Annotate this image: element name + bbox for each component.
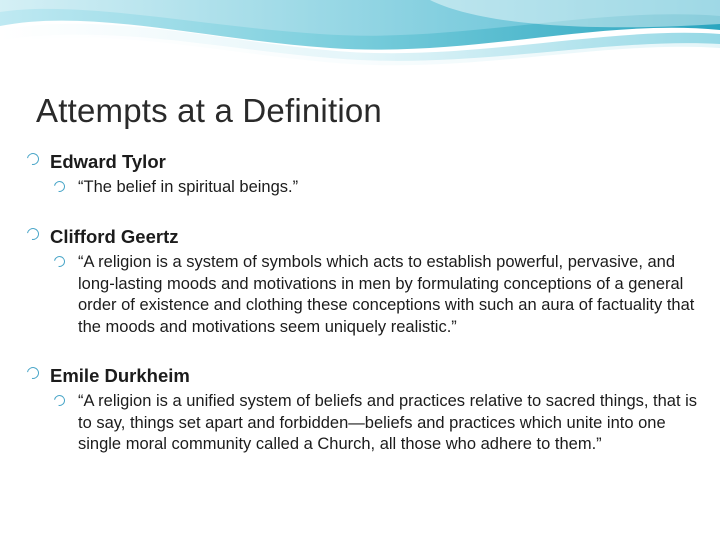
- banner-swoosh-graphic: [0, 0, 720, 72]
- ring-bullet-icon: [52, 254, 67, 269]
- ring-bullet-icon: [52, 393, 67, 408]
- list-item-name: [26, 225, 698, 249]
- list-item-quote: [26, 177, 698, 198]
- decorative-banner: [0, 0, 720, 72]
- slide-body: [26, 148, 698, 462]
- page-title: Attempts at a Definition: [36, 92, 382, 129]
- entry-quote: “A religion is a system of symbols which acts to establish powerful, pervasive, and long-lasting moods and motivations in men by formulating conceptions of a general order of existence and clothing these conceptions with such an aura of factuality that the moods and motivations seem uniquely realistic.”: [78, 253, 695, 336]
- ring-bullet-icon: [25, 151, 42, 168]
- ring-bullet-icon: [52, 179, 67, 194]
- entry-quote: “The belief in spiritual beings.”: [78, 178, 299, 197]
- spacer: [26, 205, 698, 223]
- ring-bullet-icon: [25, 365, 42, 382]
- ring-bullet-icon: [25, 225, 42, 242]
- list-item-name: [26, 364, 698, 388]
- list-item-name: [26, 150, 698, 174]
- list-item-quote: [26, 252, 698, 338]
- entry-name: Emile Durkheim: [50, 365, 190, 386]
- list-item-quote: [26, 391, 698, 455]
- entry-name: Clifford Geertz: [50, 225, 179, 247]
- spacer: [26, 344, 698, 362]
- entry-name: Edward Tylor: [50, 151, 166, 172]
- entry-quote: “A religion is a unified system of beliefs and practices relative to sacred things, that is to say, things set apart and forbidden—beliefs and practices which unite into one single moral community called a Church, all those who adhere to them.”: [78, 392, 698, 454]
